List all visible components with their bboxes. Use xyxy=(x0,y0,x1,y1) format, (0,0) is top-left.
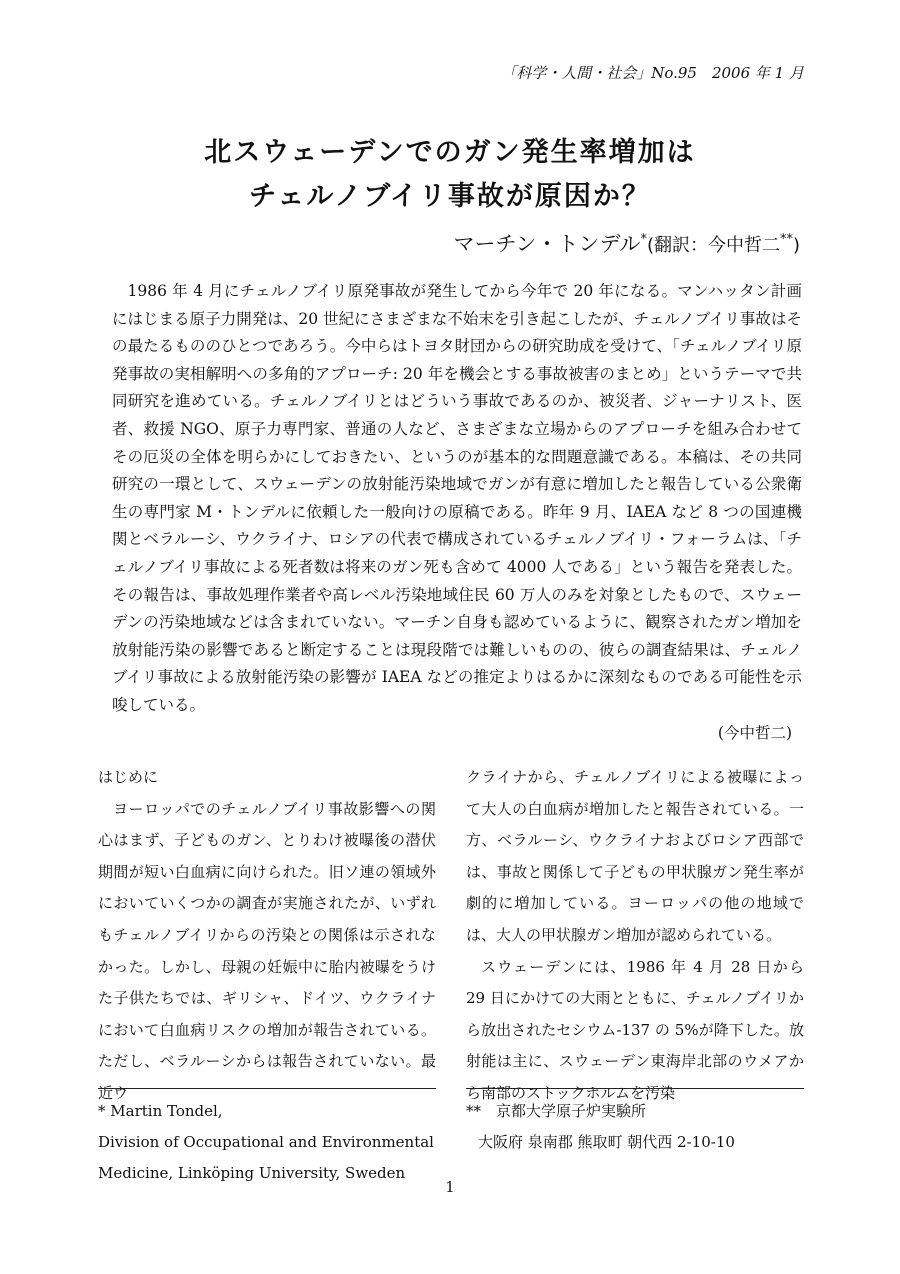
footnote-line: * Martin Tondel, xyxy=(98,1102,223,1120)
footnote-author-affiliation xyxy=(98,1096,443,1189)
footnote-translator-affiliation xyxy=(466,1096,804,1158)
footnote-line: 大阪府 泉南郡 熊取町 朝代西 2-10-10 xyxy=(478,1133,735,1151)
page-number: 1 xyxy=(445,1178,455,1196)
author-line xyxy=(454,228,800,258)
translator-credit: (翻訳：今中哲二 xyxy=(646,235,780,256)
abstract-signature: (今中哲二) xyxy=(717,723,792,742)
author-footnote-mark: * xyxy=(640,232,647,247)
abstract-text: 1986 年 4 月にチェルノブイリ原発事故が発生してから今年で 20 年になる。マンハッタン計画にはじまる原子力開発は、20 世紀にさまざまな不始末を引き起こしたが、チェルノブイリ事故はその最たるもののひとつであろう。今中らはトヨタ財団からの研究助成を受けて、「チェルノブイリ原発事故の実相解明への多角的アプローチ: 20 年を機会とする事故被害のまとめ」というテーマで共同研究を進めている。チェルノブイリとはどういう事故であるのか、被災者、ジャーナリスト、医者、救援 NGO、原子力専門家、普通の人など、さまざまな立場からのアプローチを組み合わせてその厄災の全体を明らかにしておきたい、というのが基本的な問題意識である。本稿は、その共同研究の一環として、スウェーデンの放射能汚染地域でガンが有意に増加したと報告している公衆衛生の専門家 M・トンデルに依頼した一般向けの原稿である。昨年 9 月、IAEA など 8 つの国連機関とベラルーシ、ウクライナ、ロシアの代表で構成されているチェルノブイリ・フォーラムは、「チェルノブイリ事故による死者数は将来のガン死も含めて 4000 人である」という報告を発表した。その報告は、事故処理作業者や高レベル汚染地域住民 60 万人のみを対象としたもので、スウェーデンの汚染地域などは含まれていない。マーチン自身も認めているように、観察されたガン増加を放射能汚染の影響であると断定することは現段階では難しいものの、彼らの調査結果は、チェルノブイリ事故による放射能汚染の影響が IAEA などの推定よりはるかに深刻なものである可能性を示唆している。 xyxy=(112,282,802,714)
abstract xyxy=(112,278,802,747)
author-name: マーチン・トンデル xyxy=(453,232,641,256)
translator-footnote-mark: ** xyxy=(779,232,793,247)
footnote-divider-right xyxy=(466,1088,804,1089)
title-line-2: チェルノブイリ事故が原因か？ xyxy=(249,181,651,212)
footnote-divider-left xyxy=(98,1088,436,1089)
running-head: 「科学・人間・社会」No.95 2006 年 1 月 xyxy=(501,64,804,82)
body-paragraph: ヨーロッパでのチェルノブイリ事故影響への関心はまず、子どものガン、とりわけ被曝後の潜伏期間が短い白血病に向けられた。旧ソ連の領域外においていくつかの調査が実施されたが、いずれもチェルノブイリからの汚染との関係は示されなかった。しかし、母親の妊娠中に胎内被曝をうけた子供たちでは、ギリシャ、ドイツ、ウクライナにおいて白血病リスクの増加が報告されている。ただし、ベラルーシからは報告されていない。最近ウ xyxy=(98,799,436,1102)
body-column-right xyxy=(466,762,804,1110)
footnote-line: Division of Occupational and Environmental xyxy=(98,1133,434,1151)
section-heading: はじめに xyxy=(98,768,159,786)
body-column-left xyxy=(98,762,436,1110)
title-line-1: 北スウェーデンでのガン発生率増加は xyxy=(204,137,696,168)
footnote-line: Medicine, Linköping University, Sweden xyxy=(98,1164,406,1182)
body-paragraph: スウェーデンには、1986 年 4 月 28 日から 29 日にかけての大雨とともに、チェルノブイリから放出されたセシウム-137 の 5%が降下した。放射能は主に、スウェーデン東海岸北部のウメアから南部のストックホルムを汚染 xyxy=(466,957,804,1102)
footnote-line: ** 京都大学原子炉実験所 xyxy=(466,1102,647,1120)
translator-credit-close: ) xyxy=(792,235,800,256)
body-paragraph-continued: クライナから、チェルノブイリによる被曝によって大人の白血病が増加したと報告されている。一方、ベラルーシ、ウクライナおよびロシア西部では、事故と関係して子どもの甲状腺ガン発生率が劇的に増加している。ヨーロッパの他の地域では、大人の甲状腺ガン増加が認められている。 xyxy=(466,768,804,944)
